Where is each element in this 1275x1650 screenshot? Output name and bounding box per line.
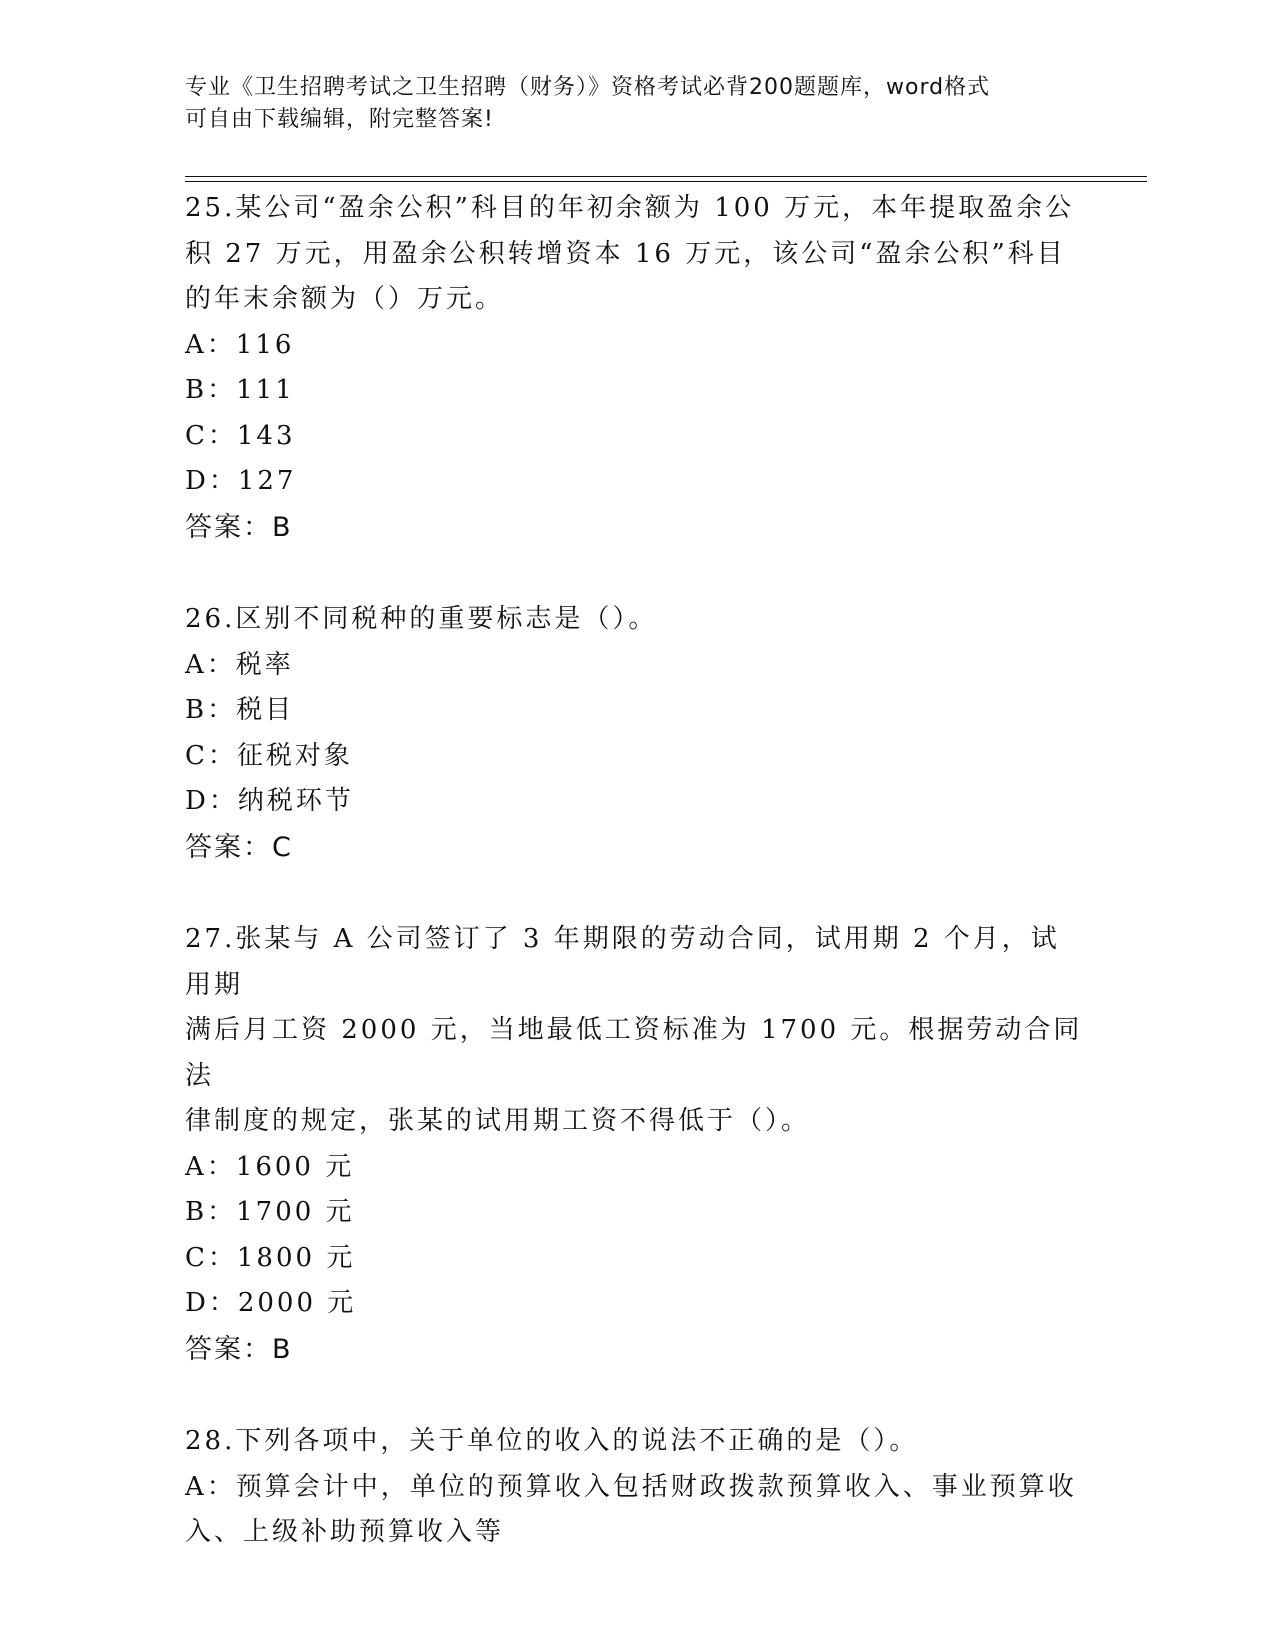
question-text-line: 26.区别不同税种的重要标志是（）。 [185, 604, 658, 634]
question-27 [185, 917, 1085, 1372]
header-rule-top [185, 176, 1147, 177]
option-a: A：税率 [185, 649, 294, 680]
option-d: D：127 [185, 466, 297, 496]
question-25 [185, 186, 1085, 550]
question-spacer [185, 1372, 1085, 1419]
question-text-line: 律制度的规定，张某的试用期工资不得低于（）。 [185, 1106, 811, 1136]
question-list [185, 186, 1085, 1556]
option-a: A：预算会计中，单位的预算收入包括财政拨款预算收入、事业预算收 [185, 1471, 1077, 1502]
question-26 [185, 597, 1085, 870]
option-c: C：征税对象 [185, 740, 353, 771]
question-text-line: 27.张某与 A 公司签订了 3 年期限的劳动合同，试用期 2 个月，试用期 [185, 924, 1060, 1000]
question-text-line: 满后月工资 2000 元，当地最低工资标准为 1700 元。根据劳动合同法 [185, 1015, 1083, 1091]
question-text-line: 的年末余额为（）万元。 [185, 284, 505, 314]
option-b: B：1700 元 [185, 1197, 355, 1227]
document-header [185, 72, 1085, 136]
option-b: B：税目 [185, 695, 295, 725]
question-text-line: 积 27 万元，用盈余公积转增资本 16 万元，该公司“盈余公积”科目 [185, 238, 1066, 269]
question-28 [185, 1419, 1085, 1556]
answer: 答案：C [185, 831, 293, 863]
header-line-1: 专业《卫生招聘考试之卫生招聘（财务）》资格考试必背200题题库，word格式 [185, 75, 991, 100]
option-d: D：2000 元 [185, 1288, 357, 1318]
option-d: D：纳税环节 [185, 786, 354, 816]
question-spacer [185, 870, 1085, 917]
header-line-2: 可自由下载编辑，附完整答案! [185, 107, 494, 132]
answer: 答案：B [185, 511, 293, 543]
option-a-continued: 入、上级补助预算收入等 [185, 1517, 505, 1547]
question-text-line: 28.下列各项中，关于单位的收入的说法不正确的是（）。 [185, 1426, 919, 1456]
question-text-line: 25.某公司“盈余公积”科目的年初余额为 100 万元，本年提取盈余公 [185, 193, 1075, 223]
option-a: A：116 [185, 329, 295, 360]
option-c: C：143 [185, 420, 296, 451]
option-a: A：1600 元 [185, 1151, 355, 1182]
question-spacer [185, 550, 1085, 597]
option-b: B：111 [185, 375, 295, 405]
option-c: C：1800 元 [185, 1242, 356, 1273]
header-rule-bottom [185, 181, 1147, 182]
answer: 答案：B [185, 1333, 293, 1365]
